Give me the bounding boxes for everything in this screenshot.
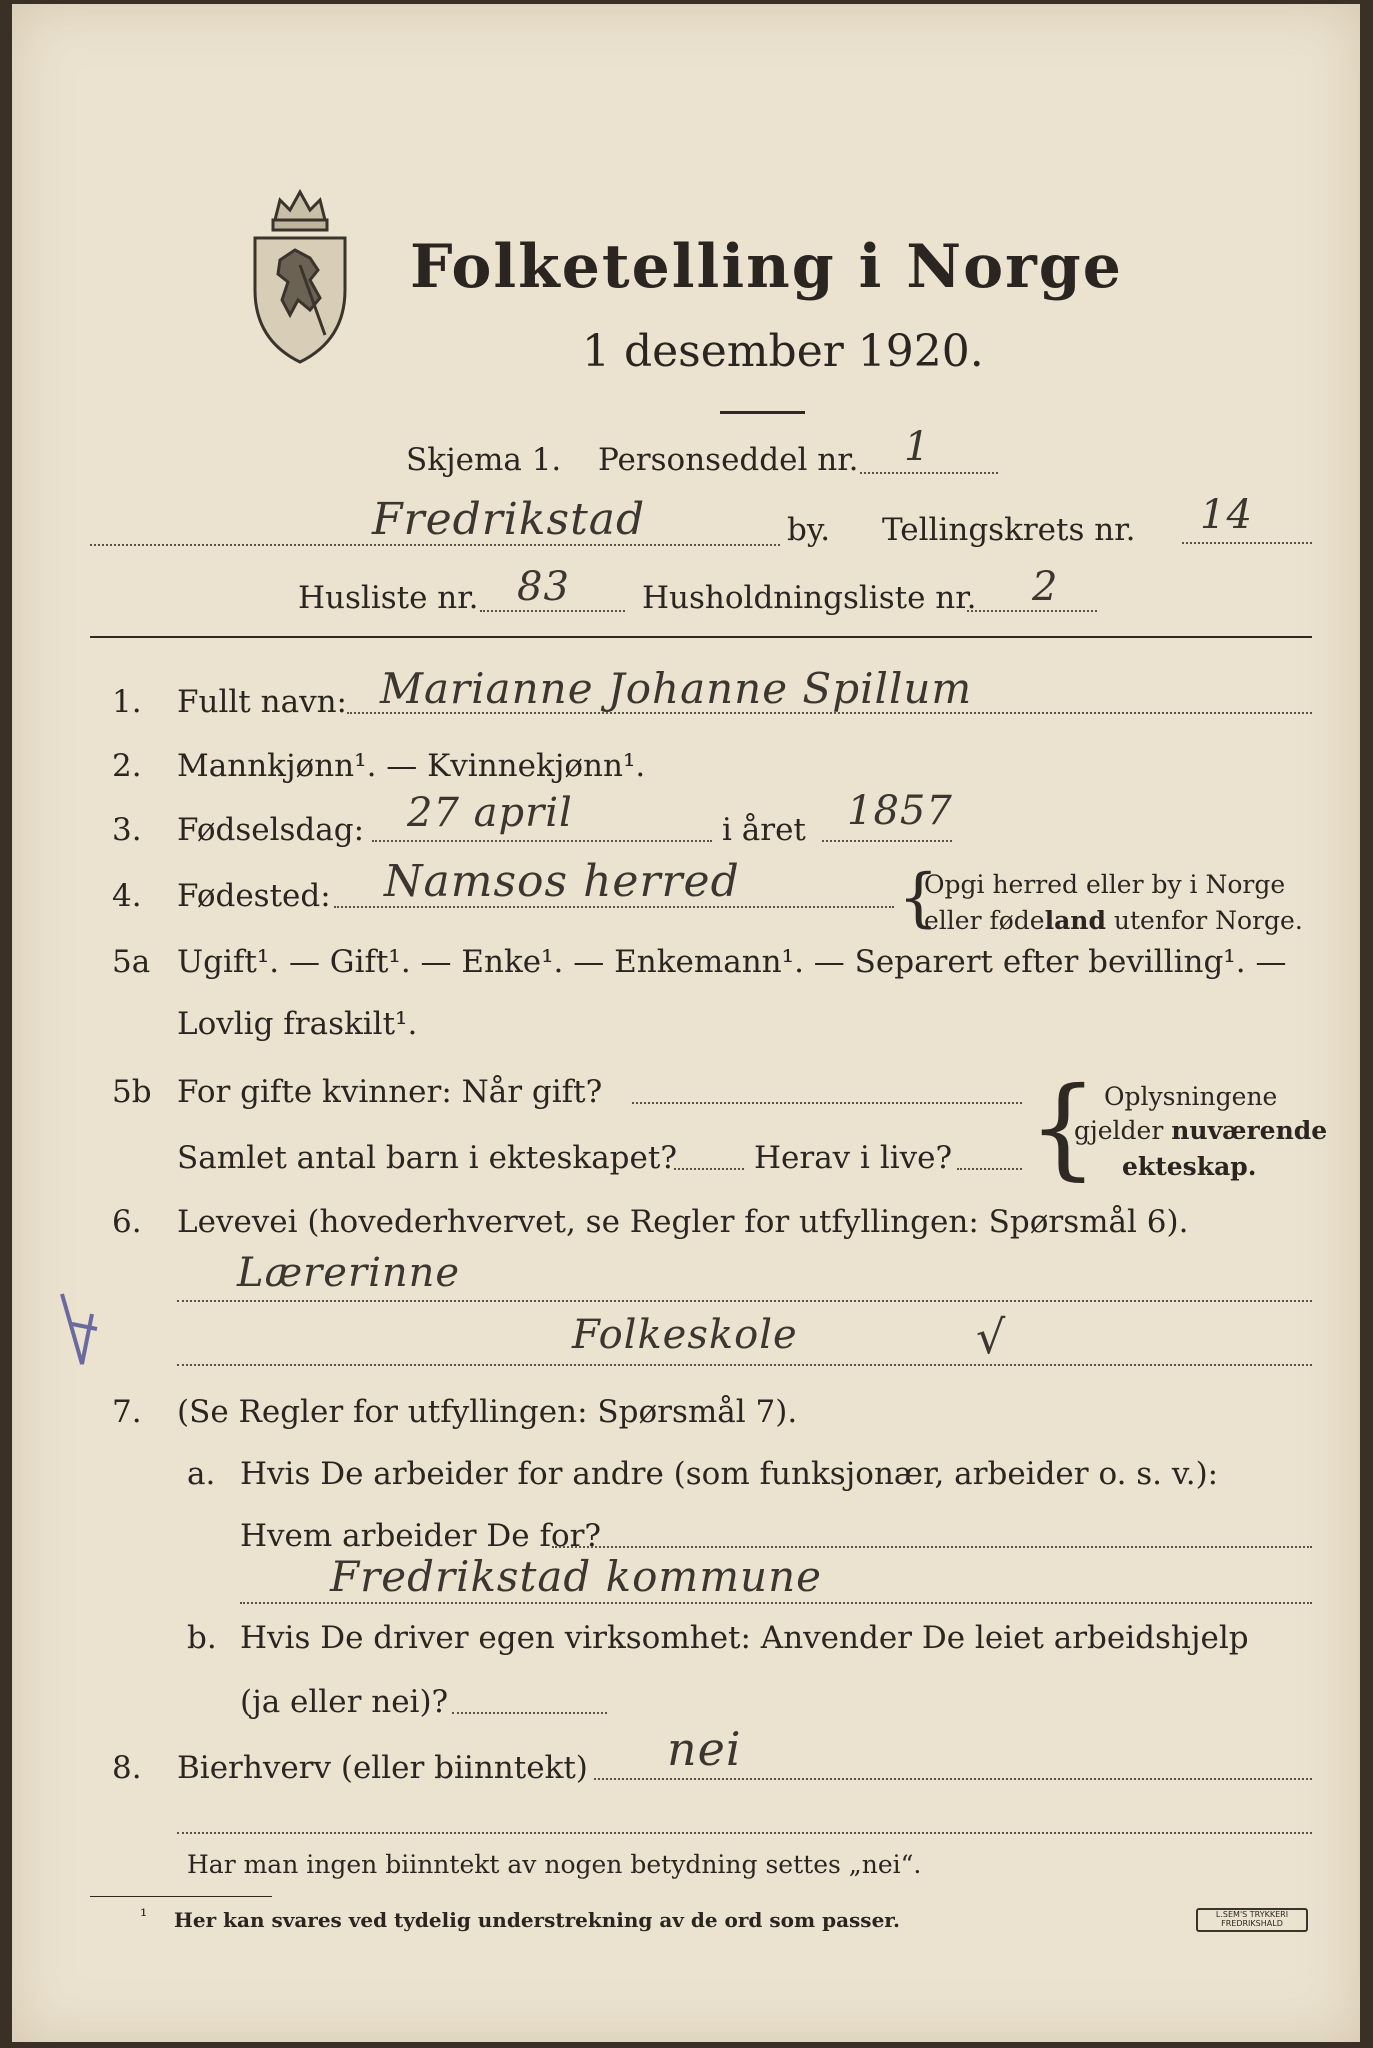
q5a-number: 5a <box>112 944 151 980</box>
tellingskrets-line <box>1182 542 1312 544</box>
q4-label: Fødested: <box>177 878 331 914</box>
husliste-label: Husliste nr. <box>298 580 479 616</box>
q1-value: Marianne Johanne Spillum <box>380 664 973 713</box>
personseddel-value: 1 <box>904 424 931 470</box>
q4-number: 4. <box>112 878 142 914</box>
tellingskrets-label: Tellingskrets nr. <box>882 512 1136 548</box>
q5b-alive-label: Herav i live? <box>754 1140 953 1176</box>
q5a-options-line2: Lovlig fraskilt¹. <box>177 1006 418 1042</box>
q6-label: Levevei (hovederhvervet, se Regler for utfyllingen: Spørsmål 6). <box>177 1204 1189 1240</box>
q5b-note-line2: gjelder nuværende <box>1074 1116 1328 1145</box>
q7-label: (Se Regler for utfyllingen: Spørsmål 7). <box>177 1394 798 1430</box>
q3-year-label: i året <box>722 812 806 848</box>
q7b-question: Hvis De driver egen virksomhet: Anvender De leiet arbeidshjelp <box>240 1620 1249 1656</box>
q7b-line <box>452 1712 607 1714</box>
title-divider <box>720 411 805 414</box>
census-form-sheet <box>12 4 1360 2042</box>
by-label: by. <box>787 512 831 548</box>
q8-line1 <box>594 1778 1312 1780</box>
q5b-alive-line <box>957 1168 1022 1170</box>
q5b-children-label: Samlet antal barn i ekteskapet? <box>177 1140 677 1176</box>
form-title: Folketelling i Norge <box>410 232 1123 302</box>
q7a-letter: a. <box>187 1456 216 1492</box>
tellingskrets-value: 14 <box>1200 492 1253 538</box>
q8-number: 8. <box>112 1750 142 1786</box>
q3-date-line <box>372 840 712 842</box>
q3-year-line <box>822 840 952 842</box>
q5b-children-line <box>674 1168 744 1170</box>
q7b-letter: b. <box>187 1620 217 1656</box>
q1-label: Fullt navn: <box>177 684 347 720</box>
husliste-value: 83 <box>517 564 570 610</box>
q3-value: 27 april <box>407 790 573 836</box>
check-mark-icon: √ <box>976 1310 1006 1364</box>
q7b-yes-no-label: (ja eller nei)? <box>240 1684 449 1720</box>
norway-coat-of-arms <box>240 170 360 370</box>
q3-number: 3. <box>112 812 142 848</box>
q4-note-line1: Opgi herred eller by i Norge <box>924 870 1286 899</box>
q5a-options: Ugift¹. — Gift¹. — Enke¹. — Enkemann¹. — Separert efter bevilling¹. — <box>177 944 1287 980</box>
q7a-value: Fredrikstad kommune <box>330 1552 822 1601</box>
husholdning-value: 2 <box>1032 564 1059 610</box>
q7a-employer-label: Hvem arbeider De for? <box>240 1518 602 1554</box>
q3-year-value: 1857 <box>847 788 953 834</box>
margin-pencil-mark-icon <box>52 1284 112 1378</box>
footer-note: Har man ingen biinntekt av nogen betydning settes „nei“. <box>187 1850 922 1879</box>
husholdning-label: Husholdningsliste nr. <box>642 580 977 616</box>
personseddel-label: Personseddel nr. <box>598 442 859 478</box>
q6-value2: Folkeskole <box>572 1312 798 1358</box>
q5b-note-line3: ekteskap. <box>1122 1152 1257 1181</box>
q7-number: 7. <box>112 1394 142 1430</box>
q5b-married-line <box>632 1102 1022 1104</box>
by-value: Fredrikstad <box>372 494 646 545</box>
personseddel-line <box>860 472 998 474</box>
header-divider <box>90 636 1312 638</box>
q5b-brace: { <box>1028 1063 1098 1191</box>
q2-label: Mannkjønn¹. — Kvinnekjønn¹. <box>177 748 646 784</box>
q4-value: Namsos herred <box>384 856 740 907</box>
q7a-question: Hvis De arbeider for andre (som funksjonær, arbeider o. s. v.): <box>240 1456 1219 1492</box>
husholdning-line <box>967 610 1097 612</box>
footnote-mark: ¹ <box>140 1906 148 1927</box>
q6-line1 <box>177 1300 1312 1302</box>
census-date: 1 desember 1920. <box>582 326 984 377</box>
q6-number: 6. <box>112 1204 142 1240</box>
q3-label: Fødselsdag: <box>177 812 365 848</box>
q5b-note-line1: Oplysningene <box>1104 1082 1278 1111</box>
q1-number: 1. <box>112 684 142 720</box>
q7a-employer-line2 <box>240 1602 1312 1604</box>
footnote-text: Her kan svares ved tydelig understrekning av de ord som passer. <box>174 1908 900 1932</box>
q5b-married-label: For gifte kvinner: Når gift? <box>177 1074 603 1110</box>
footnote-divider <box>90 1896 272 1897</box>
q4-note-line2: eller fødeland utenfor Norge. <box>924 906 1303 935</box>
q8-line2 <box>177 1832 1312 1834</box>
q6-line2 <box>177 1364 1312 1366</box>
q8-label: Bierhverv (eller biinntekt) <box>177 1750 588 1786</box>
q2-number: 2. <box>112 748 142 784</box>
skjema-label: Skjema 1. <box>406 442 562 478</box>
q7a-employer-line1 <box>552 1546 1312 1548</box>
husliste-line <box>480 610 625 612</box>
q4-brace: { <box>898 861 939 935</box>
printer-stamp: L.SEM'S TRYKKERI FREDRIKSHALD <box>1196 1908 1308 1932</box>
q5b-number: 5b <box>112 1074 152 1110</box>
q8-value: nei <box>667 1722 742 1776</box>
q6-value1: Lærerinne <box>237 1250 461 1296</box>
